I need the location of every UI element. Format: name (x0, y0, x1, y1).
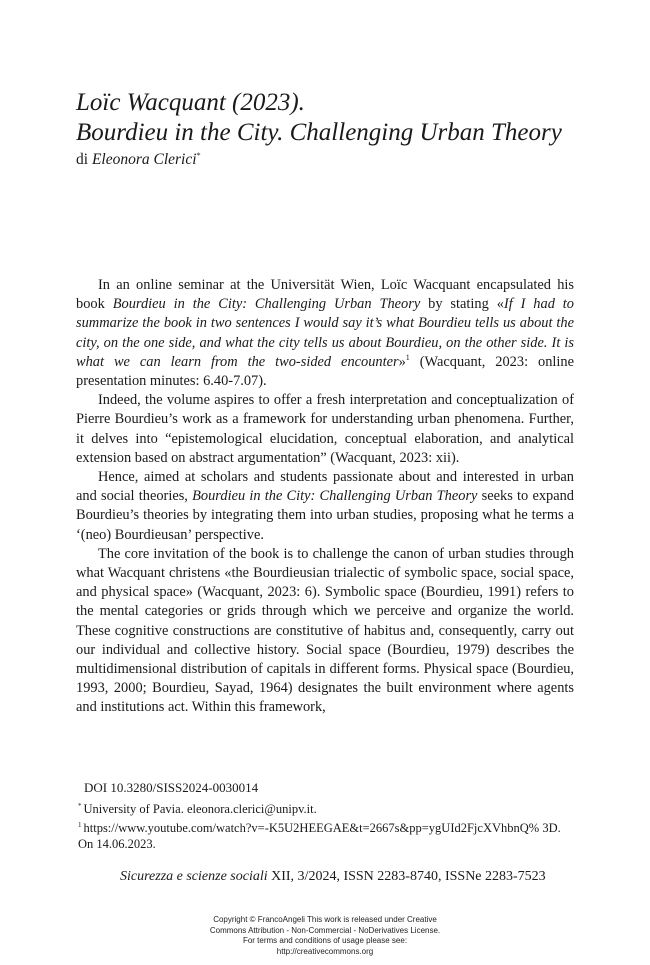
p1-text-1: In an online seminar at the Universität Wien, Loïc Wacquant encapsulated his book (76, 277, 574, 313)
p1-book-title: Bourdieu in the City: Challenging Urban Theory (112, 296, 421, 313)
title-line-1: Loïc Wacquant (2023). (76, 89, 305, 116)
p1-quote: If I had to summarize the book in two sentences I would say it’s what Bourdieu tells us about the city, on the one side, and what the city tells us about Bourdieu, on the other side. It is what we can learn from the two-sided encounter (76, 296, 574, 370)
paragraph-4: The core invitation of the book is to challenge the canon of urban studies through what Wacquant christens «the Bourdieusian trialectic of symbolic space, social space, and physical space» (Wacquant, 2023: 6). Symbolic space (Bourdieu, 1991) refers to the mental categories or grids through which we perceive and organize the world. These cognitive constructions are constitutive of habitus and, consequently, carry out our individual and collective history. Social space (Bourdieu, 1979) describes the multidimensional distribution of capitals in different forms. Physical space (Bourdieu, 1993, 2000; Bourdieu, Sayad, 1964) designates the built environment where agents and institutions act. Within this framework, (76, 545, 574, 716)
p3-book-title: Bourdieu in the City: Challenging Urban Theory (192, 488, 478, 505)
license-line-2: Commons Attribution - Non-Commercial - NoDerivatives License. (209, 925, 441, 935)
footnotes (76, 780, 576, 852)
p1-text-4: (Wacquant, 2023: online presentation minutes: 6.40-7.07). (76, 353, 574, 390)
title-line-2: Bourdieu in the City. Challenging Urban Theory (76, 119, 562, 146)
footnote-1 (78, 817, 576, 852)
paragraph-1 (76, 276, 574, 391)
footnote-author-text: University of Pavia. eleonora.clerici@unipv.it. (83, 802, 317, 816)
p1-text-2: by stating « (420, 296, 504, 313)
license-link[interactable]: http://creativecommons.org (276, 946, 374, 956)
license-line-3: For terms and conditions of usage please see: (242, 936, 408, 945)
footnote-1-text[interactable]: https://www.youtube.com/watch?v=-K5U2HEEGAE&t=2667s&pp=ygUId2FjcXVhbnQ% 3D. On 14.06.2023. (78, 821, 561, 851)
footnote-1-marker: 1 (78, 821, 82, 829)
doi[interactable]: DOI 10.3280/SISS2024-0030014 (84, 780, 259, 795)
footnote-ref-1[interactable]: 1 (405, 352, 410, 362)
author-name: Eleonora Clerici (91, 151, 197, 168)
p3-text-2: seeks to expand Bourdieu’s theories by integrating them into urban studies, proposing what he terms a ‘(neo) Bourdieusan’ perspective. (76, 488, 574, 543)
p1-text-3: » (398, 353, 406, 370)
paragraph-3 (76, 468, 574, 545)
author-footnote-marker: * (196, 151, 201, 160)
footnote-author (78, 798, 576, 817)
p3-text-1: Hence, aimed at scholars and students passionate about and interested in urban and social theories, (76, 469, 574, 505)
license-notice (0, 915, 650, 957)
paragraph-2: Indeed, the volume aspires to offer a fresh interpretation and conceptualization of Pierre Bourdieu’s work as a framework for understanding urban phenomena. Further, it delves into “epistemological elucidation, conceptual elaboration, and analytical extension based on abstract argumentation” (Wacquant, 2023: xii). (76, 392, 574, 466)
journal-line (120, 869, 580, 885)
license-line-1: Copyright © FrancoAngeli This work is released under Creative (213, 915, 437, 924)
byline-prefix: di (76, 151, 92, 168)
journal-name: Sicurezza e scienze sociali (120, 869, 268, 884)
journal-details: XII, 3/2024, ISSN 2283-8740, ISSNe 2283-7523 (267, 869, 546, 884)
byline (76, 151, 201, 169)
footnote-star-marker: * (78, 802, 82, 810)
article-body (76, 276, 574, 718)
article-title (76, 88, 596, 148)
